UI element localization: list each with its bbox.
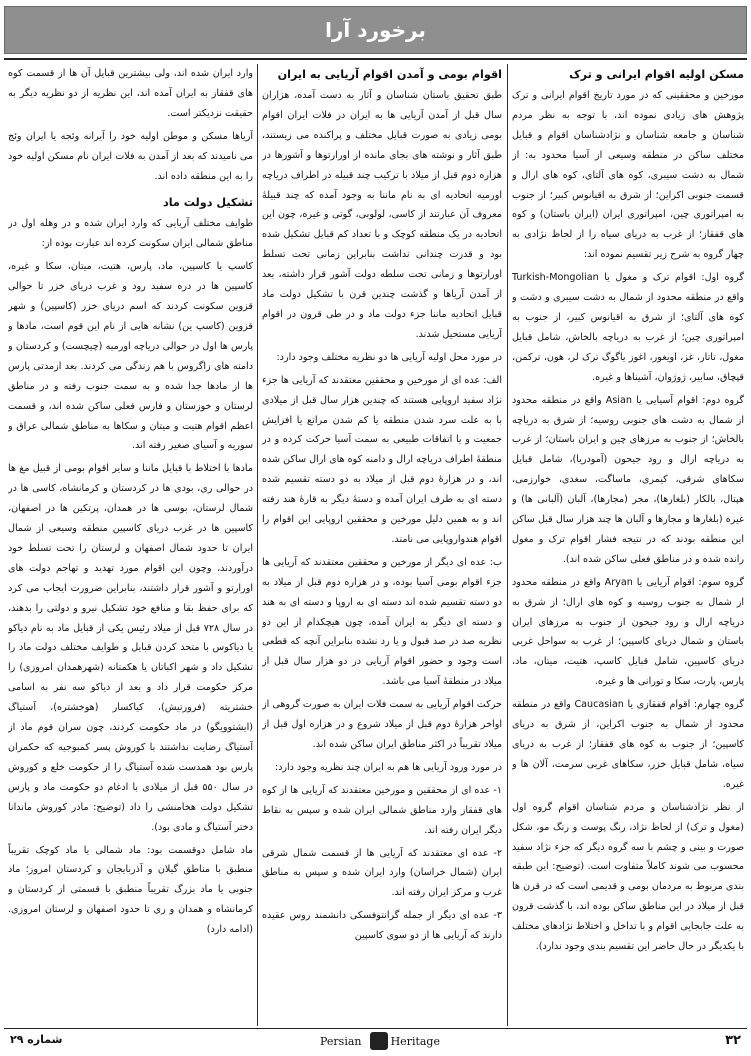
article-column-left xyxy=(8,64,253,1026)
article-paragraph: گروه اول: اقوام ترک و مغول یا Turkish-Mongolian واقع در منطقه محدود از شمال به دشت سیبری و دشت و کوه های آلتای؛ از شرق به اقیانوس کبیر، از جنوب به امپراتوری چین؛ از غرب به دریاچه بالخاش، شامل قبایل مغول، تاتار، غز، اویغور، اغوز یاگوگ ترک لر، هون، ترکمن، قپچاق، سابیر، ژوژوان، آشیناها و غیره. xyxy=(512,272,744,383)
article-column-middle xyxy=(262,64,502,1026)
article-paragraph: ۱- عده ای از محققین و مورخین معتقدند که آریایی ها از کوه های قفقاز وارد مناطق شمالی ایران شده و سپس به نقاط دیگر ایران رفته اند. xyxy=(262,784,502,836)
article-paragraph: ماد شامل دوقسمت بود: ماد شمالی یا ماد کوچک تقریباً منطبق با مناطق گیلان و آذربایجان و کردستان امروز؛ ماد جنوبی یا ماد بزرگ تقریباً منطبق با قسمتی از کردستان و کرمانشاه و همدان و ری تا حدود اصفهان و لرستان امروزی. (ادامه دارد) xyxy=(8,844,253,936)
article-paragraph: کاسپ یا کاسپین، ماد، پارس، هتیت، میتان، سکا و غیره، کاسپین ها در دره سفید رود و غرب دریای خزر تا حوالی قزوین سکونت کردند که اسم دریای خزر (کاسپین) و شهر قزوین (کاسپ ین) نشانه هایی از نام این قوم است، مادها و پارس ها اول در حوالی دریاچه اورمیه (چیچست) و کردستان و دامنه های زاگروس با هم زندگی می کردند. بعد ازمدتی پارس ها از مادها جدا شده و به سمت جنوب رفته و در مناطق لرستان و خوزستان و فارس فعلی ساکن شده اند، و قسمت اعظم اقوام هتیت و میتان و سکاها به مناطق شمالی عراق و سوریه و آسیای صغیر رفته اند. xyxy=(8,261,253,452)
article-paragraph: وارد ایران شده اند، ولی بیشترین قبایل آن ها از قسمت کوه های قفقاز به ایران آمده اند، این نظریه از دو نظریه دیگر به حقیقت نزدیکتر است. xyxy=(8,68,253,119)
article-paragraph: طوایف مختلف آریایی که وارد ایران شده و در وهله اول در مناطق شمالی ایران سکونت کرده اند عبارت بوده از: xyxy=(8,218,253,250)
article-paragraph: مورخین و محققینی که در مورد تاریخ اقوام ایرانی و ترک پژوهش های زیادی نموده اند، با توجه به نظر مردم شناسان و جامعه شناسان و نژادشناسان اقوام و قبایل مختلف ساکن در منطقه وسیعی از آسیا محدود به: از شمال به دشت سیبری، کوه های آلتای، کوه های ارال و قسمت جنوبی اکراین؛ از شرق به اقیانوس کبیر؛ از جنوب به امپراتوری چین، امپراتوری ایران (ایران باستان) و کوه های قفقاز؛ از غرب به دریای سیاه را از لحاظ نژادی به چهار گروه به شرح زیر تقسیم نموده اند: xyxy=(512,90,744,261)
logo-text-left: Persian xyxy=(320,1035,362,1048)
article-paragraph: گروه چهارم: اقوام قفقازی یا Caucasian واقع در منطقه محدود از شمال به جنوب اکراین، از شرق به دریای کاسپین؛ از جنوب به کوه های قفقاز؛ از غرب به دریای سیاه، شامل قبایل خزر، سکاهای غربی سرمت، آلان ها و غیره. xyxy=(512,699,744,790)
article-paragraph: آریاها مسکن و موطن اولیه خود را آیرانه وئجه یا ایران وئج می نامیدند که بعد از آمدن به فلات ایران نام مسکن اولیه خود را به این منطقه داده اند. xyxy=(8,130,253,182)
article-paragraph: گروه سوم: اقوام آریایی یا Aryan واقع در منطقه محدود از شمال به جنوب روسیه و کوه های ارال؛ از شرق به دریاچه ارال و رود جیحون از جنوب به مرزهای ایران باستان و شمال دریای کاسپین؛ از غرب به سواحل غربی دریای کاسپین، شامل قبایل کاسپ، هتیت، میتان، ماد، پارس، پارت، سکا و تورانی ها و غیره. xyxy=(512,576,744,688)
top-rule xyxy=(4,58,747,60)
article-paragraph: ۲- عده ای معتقدند که آریایی ها از قسمت شمال شرقی ایران (شمال خراسان) وارد ایران شده و سپس به مناطق غرب و مرکز ایران رفته اند. xyxy=(262,847,502,899)
article-paragraph: حرکت اقوام آریایی به سمت فلات ایران به صورت گروهی از اواخر هزارهٔ دوم قبل از میلاد شروع و در هزاره اول قبل از میلاد تقریباً در اکثر مناطق ایران ساکن شده اند. xyxy=(262,699,502,750)
publication-logo xyxy=(320,1030,440,1054)
article-paragraph: گروه دوم: اقوام آسیایی یا Asian واقع در منطقه محدود از شمال به دشت های جنوبی روسیه؛ از شرق به دریاچه بالخاش؛ از جنوب به مرزهای چین و ایران باستان؛ از غرب به دریاچه ارال و رود جیحون (آمودریا)، شامل قبایل سکاهای شرقی، کیمری، ماساگت، سغدی، خوارزمی، هپتال، بالکار (بلغارها)، مجر (مجارها)، آلبان (آلبانی ها) و غیره (بلغارها و مجارها و آلبان ها چند هزار سال قبل ساکن این منطقه بودند که در نتیجه فشار اقوام ترک و مغول رانده شده و در مناطق فعلی ساکن شده اند). xyxy=(512,394,744,565)
page-footer xyxy=(4,1030,747,1054)
article-paragraph: الف: عده ای از مورخین و محققین معتقدند که آریایی ها جزء نژاد سفید اروپایی هستند که چندین هزار سال قبل از میلادی با به علت سرد شدن منطقه یا کم شدن مراتع یا افزایش جمعیت و یا اتفاقات طبیعی به سمت آسیا حرکت کرده و در منطقهٔ اطراف دریاچه ارال و دامنه کوه های ارال ساکن شده اند، و در هزارهٔ دوم قبل از میلاد به دو دسته تقسیم شده دسته ای به طرف ایران آمده و دستهٔ دیگر به قارهٔ هند رفته اند و به همین دلیل مورخین و محققین اروپایی این اقوام را اقوام هندواروپایی می نامند. xyxy=(262,374,502,545)
bottom-rule xyxy=(4,1028,747,1029)
column-divider xyxy=(507,64,508,1026)
article-paragraph: در مورد محل اولیه آریایی ها دو نظریه مختلف وجود دارد: xyxy=(276,351,502,363)
section-title: برخورد آرا xyxy=(325,18,426,42)
article-paragraph: ب: عده ای دیگر از مورخین و محققین معتقدند که آریایی ها جزء اقوام بومی آسیا بوده، و در هزاره دوم قبل از میلاد به دو دسته تقسیم شده اند دسته ای به اروپا و دسته ای به هند و دسته ای دیگر به ایران آمده، چون هیچکدام از این دو نظریه صد در صد قبول و یا رد نشده بنابراین آنچه که قطعی است وجود و حضور اقوام آریایی در دو هزار سال قبل از میلاد در منطقهٔ آسیا می باشد. xyxy=(262,556,502,688)
article-paragraph: ۳- عده ای دیگر از جمله گرانتوفسکی دانشمند روس عقیده دارند که آریایی ها از دو سوی کاسپین xyxy=(262,910,502,942)
article-column-right xyxy=(512,64,744,1026)
article-paragraph: در مورد ورود آریایی ها هم به ایران چند نظریه وجود دارد: xyxy=(274,761,502,773)
article-paragraph: از نظر نژادشناسان و مردم شناسان اقوام گروه اول (مغول و ترک) از لحاظ نژاد، رنگ پوست و رنگ مو، شکل صورت و بینی و چشم با سه گروه دیگر که جزء نژاد سفید محسوب می شوند کاملاً متفاوت است. (توضیح: این طبقه بندی مربوط به مردمان بومی و قدیمی است که در قرن ها قبل از میلاد در این مناطق ساکن بوده اند، با گذشت قرون به علت جابجایی اقوام و با تداخل و اختلاط نژادهای مختلف با یکدیگر در حال حاضر این تقسیم بندی وجود ندارد). xyxy=(512,801,744,953)
section-banner xyxy=(4,6,747,54)
logo-emblem-icon xyxy=(370,1032,388,1050)
logo-text-right: Heritage xyxy=(390,1035,440,1048)
article-heading: تشکیل دولت ماد xyxy=(162,196,253,210)
page-number: ۳۲ xyxy=(725,1033,741,1048)
column-divider xyxy=(257,64,258,1026)
article-heading: مسکن اولیه اقوام ایرانی و ترک xyxy=(569,68,744,81)
issue-number: شماره ۲۹ xyxy=(10,1033,63,1046)
article-paragraph: مادها با اختلاط با قبایل ماننا و سایر اقوام بومی از قبیل مغ ها در حوالی ری، بودی ها در کردستان و کرمانشاه، کاسی ها در شمال لرستان، بوسی ها در همدان، پرتکین ها در اصفهان، کاسپین ها در غرب دریای کاسپین منطقه وسیعی از شمال ایران تا حدود شمال اصفهان و لرستان را تحت تسلط خود درآوردند، وچون این اقوام مورد تهدید و تهاجم دولت های اورارتو و آشور قرار داشتند، بنابراین ضرورت ایجاب می کرد که برای حفظ بقا و منافع خود تشکیل نیرو و دولتی را بدهند، در سال ۷۲۸ قبل از میلاد رئیس یکی از قبایل ماد به نام دیاکو یا دیاکوس با متحد کردن قبایل و طوایف مختلف دولت ماد را تشکیل داد و شهر اکباتان یا هکمتانه (شهرهمدان امروزی) را مرکز حکومت قرار داد و بعد از دیاکو سه نفر به اسامی خشتریته (فرورتیش)، کیاکسار (هوخشتره)، آستیاگ (ایشتوویگو) در ماد حکومت کردند، چون سران قوم ماد از آستیاگ رضایت نداشتند با کوروش پسر کمبوجیه که حکمران پارس بود همدست شده آستیاگ را از حکومت خلع و کوروش در سال ۵۵۰ قبل از میلادی با ادغام دو حکومت ماد و پارس تشکیل دولت هخامنشی را داد (توضیح: مادر کوروش ماندانا دختر آستیاگ و مادی بود). xyxy=(8,463,253,833)
article-paragraph: طبق تحقیق باستان شناسان و آثار به دست آمده، هزاران سال قبل از آمدن آریایی ها به ایران در فلات ایران اقوام بومی زیادی به صورت قبایل مختلف و پراکنده می زیستند، طبق آثار و نوشته های بجای مانده از اورارتوها و آشورها در هزاره دوم قبل از میلاد با ترکیب چند قبیله در اطراف دریاچه اورمیه اتحادیه ای به نام ماننا به وجود آمده که چند قبیلهٔ معروف آن عبارتند از کاسی، لولوبی، گوتی و غیره، چون این اتحادیه در یک منطقه کوچک و با تعداد کم قبایل تشکیل شده بود و قدرت چندانی نداشت بنابراین زمانی تحت تسلط اورارتوها و زمانی تحت سلطه دولت آشور قرار داشته، بعد از آمدن آریاها و گذشت چندین قرن با تشکیل دولت ماد قبایل اتحادیه ماننا جزء دولت ماد و در طی قرون در اقوام آریایی مستحیل شدند. xyxy=(262,90,502,340)
article-heading: اقوام بومی و آمدن اقوام آریایی به ایران xyxy=(277,68,502,81)
